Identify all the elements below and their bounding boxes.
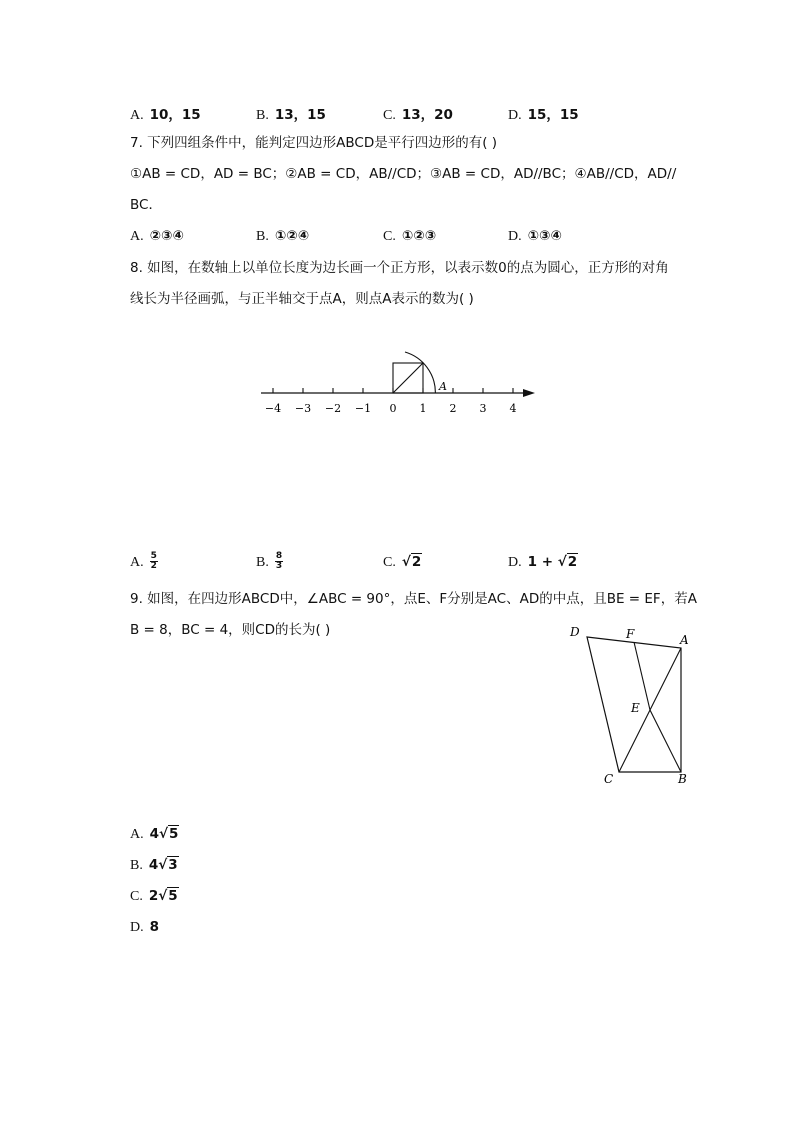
tick-labels [265, 402, 517, 415]
sqrt-expression: √5 [158, 888, 178, 904]
option-label: D. [508, 108, 522, 123]
fraction-8-3 [275, 552, 283, 571]
option-value: 15，15 [527, 107, 579, 123]
option-label: C. [383, 555, 396, 570]
radicand: 5 [169, 826, 179, 842]
sqrt-expression: √2 [557, 554, 578, 570]
label-c: C [604, 772, 614, 786]
q7-option-a [130, 228, 184, 245]
option-label: B. [256, 554, 269, 570]
expression-prefix: 1 + [527, 554, 558, 570]
option-value: 13，15 [274, 107, 326, 123]
label-b: B [678, 772, 687, 786]
q7-option-b [256, 228, 309, 245]
option-value: 8 [149, 919, 160, 935]
q8-option-c [383, 554, 422, 571]
option-label: A. [130, 827, 144, 842]
sqrt-expression: √5 [159, 826, 179, 842]
option-label: C. [130, 889, 143, 904]
q7-stem: 7. 下列四组条件中，能判定四边形ABCD是平行四边形的有( ) [130, 135, 498, 151]
tick-label: −4 [264, 402, 282, 415]
q6-option-c [383, 103, 453, 124]
option-label: C. [383, 108, 396, 123]
tick-label: −3 [294, 402, 312, 415]
q8-option-d [508, 554, 578, 571]
q9-option-d [130, 919, 159, 936]
radius-arc [405, 352, 435, 393]
q7-conditions-line2: BC． [130, 197, 162, 213]
option-label: A. [130, 229, 144, 244]
tick-label: 2 [449, 402, 457, 415]
denominator: 3 [275, 561, 283, 571]
option-value: 13，20 [401, 107, 453, 123]
number-line-figure [255, 340, 545, 430]
q7-option-d [508, 228, 562, 245]
q8-option-b [256, 552, 283, 571]
option-value: ①③④ [527, 228, 562, 244]
point-a-label: A [439, 380, 447, 393]
tick-label: 3 [479, 402, 487, 415]
axis-arrow-icon [523, 389, 535, 397]
tick-label: 4 [509, 402, 517, 415]
sqrt-expression: √2 [401, 554, 422, 570]
sqrt-expression: √3 [158, 857, 178, 873]
q9-stem-line2: B = 8，BC = 4，则CD的长为( ) [130, 622, 331, 638]
q6-option-a [130, 103, 201, 124]
tick-label: −2 [324, 402, 342, 415]
tick-label: −1 [354, 402, 372, 415]
numerator: 5 [150, 551, 157, 561]
q8-option-a [130, 552, 158, 571]
option-label: B. [256, 108, 269, 123]
q7-option-c [383, 228, 436, 245]
option-value: ①②③ [401, 228, 437, 244]
label-f: F [626, 627, 635, 641]
option-value: 10，15 [149, 107, 201, 123]
q6-option-d [508, 103, 579, 124]
option-label: B. [256, 229, 269, 244]
segment-ef [634, 642, 650, 710]
q9-option-b [130, 857, 179, 874]
q7-conditions-line1: ①AB = CD，AD = BC；②AB = CD，AB//CD；③AB = CD，AD//BC；④AB//CD，AD// [130, 166, 677, 182]
q6-option-b [256, 103, 326, 124]
denominator: 2 [150, 561, 157, 571]
tick-label: 0 [389, 402, 397, 415]
option-label: D. [508, 229, 522, 244]
fraction-5-2 [150, 552, 158, 571]
q9-option-c [130, 888, 179, 905]
label-d: D [570, 625, 580, 639]
q8-stem-line2: 线长为半径画弧，与正半轴交于点A，则点A表示的数为( ) [130, 291, 474, 307]
radicand: 2 [567, 554, 578, 570]
numerator: 8 [275, 551, 283, 561]
square-diagonal [393, 363, 423, 393]
coefficient: 4 [149, 826, 160, 842]
label-e: E [631, 701, 640, 715]
coefficient: 4 [148, 857, 159, 873]
radicand: 2 [411, 554, 422, 570]
option-label: C. [383, 229, 396, 244]
radicand: 3 [168, 857, 178, 873]
option-label: A. [130, 554, 144, 570]
coefficient: 2 [148, 888, 159, 904]
quadrilateral-figure [560, 620, 700, 790]
q8-stem-line1: 8. 如图，在数轴上以单位长度为边长画一个正方形，以表示数0的点为圆心，正方形的对角 [130, 260, 669, 276]
option-label: A. [130, 108, 144, 123]
radicand: 5 [168, 888, 178, 904]
option-label: B. [130, 858, 143, 873]
q9-stem-line1: 9. 如图，在四边形ABCD中，∠ABC = 90°，点E、F分别是AC、AD的中点，且BE = EF，若A [130, 591, 697, 607]
tick-label: 1 [419, 402, 427, 415]
label-a: A [680, 633, 689, 647]
option-value: ②③④ [149, 228, 184, 244]
option-label: D. [508, 555, 522, 570]
q9-option-a [130, 826, 179, 843]
option-label: D. [130, 920, 144, 935]
option-value: ①②④ [274, 228, 310, 244]
segment-be [650, 710, 681, 772]
